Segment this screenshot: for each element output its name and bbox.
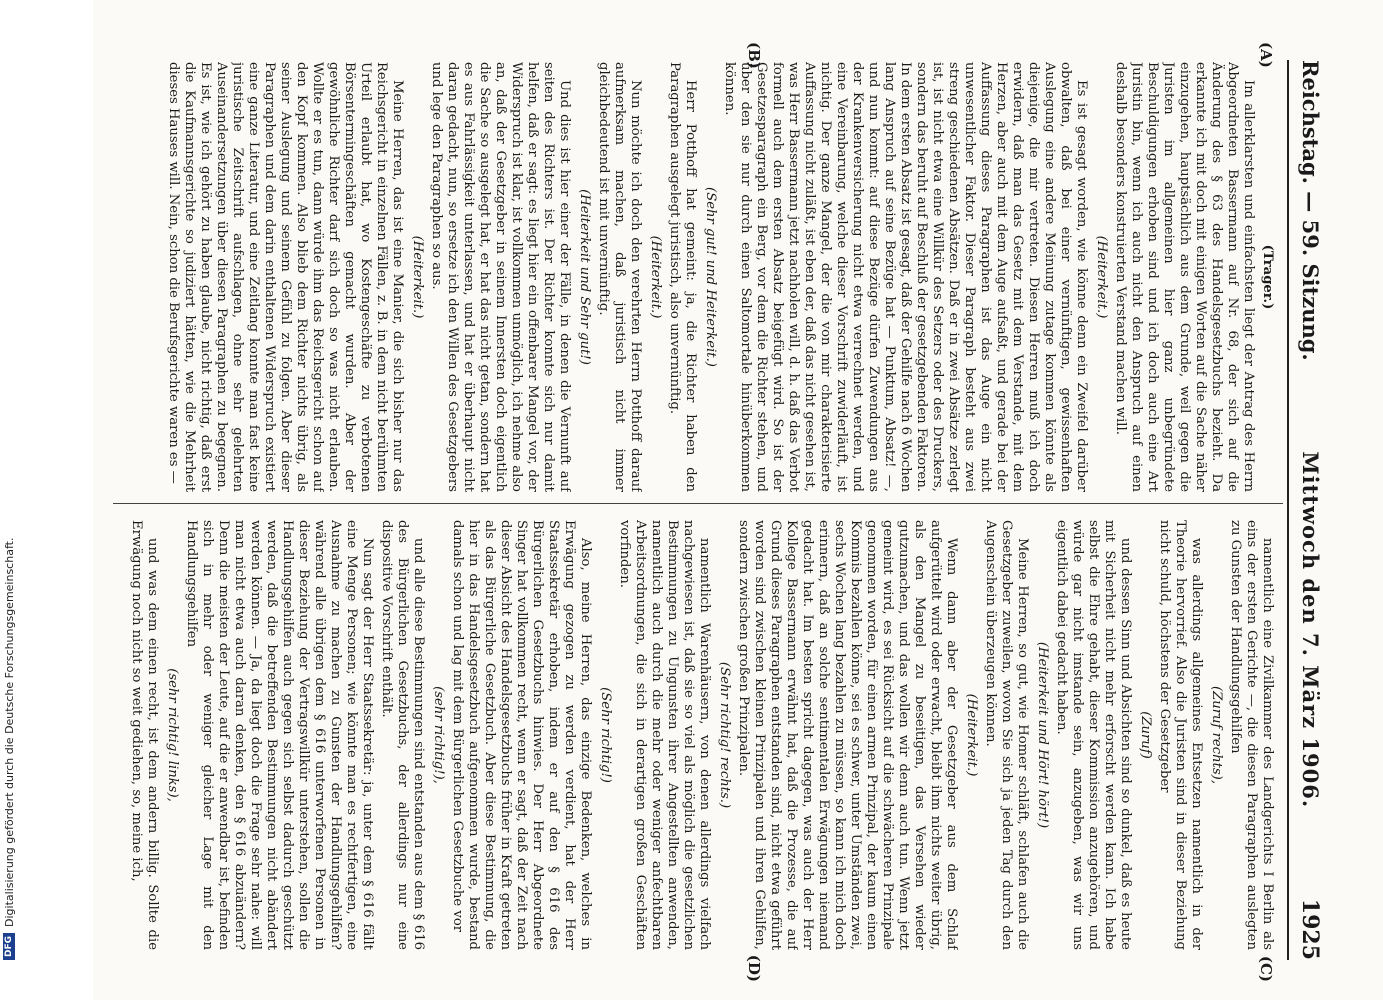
speaker-name: (Trager.) (1260, 244, 1275, 310)
paragraph: Nun möchte ich doch den verehrten Herrn Potthoff darauf aufmerksam machen, daß juristisch nicht immer gleichbedeutend ist mit unvernünftig. (596, 62, 643, 492)
paragraph: Meine Herren, das ist eine Manier, die sich bisher nur das Reichsgericht in einzelnen Fällen, z. B. in dem nicht berühmten Urteil erlaubt hat, wo Kostengeschäfte zu verbotenen Börsentermingeschäften gemacht wurden. Aber der gewöhnliche Richter darf sich doch so was nicht erlauben. Wollte er es tun, dann würde ihm das Reichsgericht schon auf den Kopf kommen. Also blieb dem Richter nichts übrig, als seiner Auslegung und seinem Gefühl zu folgen. Aber dieser Paragraphen und dem darin enthaltenen Widerspruch existiert eine ganze Literatur, und eine Zeitlang konnte man fast keine juristische Zeitschrift aufschlagen, ohne sehr gelehrten Auseinandersetzungen über diesen Paragraphen zu begegnen. Es ist, wie ich gehört zu haben glaube, nicht richtig, daß erst die Kaufmannsgerichte so judiziert hätten, wie die Mehrheit dieses Hauses will. Nein, schon die Berufsgerichte waren es — (166, 62, 405, 492)
interjection: (Zuruf rechts), (1209, 685, 1224, 785)
funding-text: Digitalisierung gefördert durch die Deutsche Forschungsgemeinschaft. (2, 537, 16, 927)
interjection: (Heiterkeit.) (964, 693, 979, 777)
paragraph: namentlich eine Zivilkammer des Landgerichts I Berlin als eins der ersten Gerichte —, die diesen Paragraphen auslegten zu Gunsten der Handlungsgehilfen (1228, 520, 1275, 950)
paragraph: und was dem einen recht, ist dem andern billig. Sollte die Erwägung noch nicht so weit gediehen, so, meine ich, (129, 520, 160, 950)
margin-letter-c: (C) (1257, 955, 1275, 982)
paragraph: Herr Potthoff hat gemeint: ja, die Richter haben den Paragraphen ausgelegt juristisch, also unvernünftig. (667, 62, 698, 492)
right-column (113, 520, 1275, 950)
header-session: Reichstag. — 59. Sitzung. (1298, 60, 1323, 361)
interjection: (Sehr gut! und Heiterkeit.) (703, 187, 718, 367)
interjection: (Sehr richtig! rechts.) (717, 661, 732, 809)
interjection: (Heiterkeit und Sehr gut!) (577, 189, 592, 365)
paragraph: Es ist gesagt worden, wie könne denn ein Zweifel darüber obwalten, daß bei einer vernünftigen, gewissenhaften Auslegung eine andere Meinung zutage kommen könnte als diejenige, die mir vertreten. Diesen Herren muß ich doch erwidern, daß man das Gesetz mit dem Verstande, mit dem Herzen, aber auch mit dem Auge aufsaßt, und gerade bei der Auffassung dieses Paragraphen ist das Auge ein nicht unwesentlicher Faktor. Dieser Paragraph besteht aus zwei streng geschiedenen Absätzen. Daß er in zwei Absätze zerlegt ist, ist nicht etwa eine Willkür des Setzers oder des Druckers, sondern das beruht auf Beschluß der gesetzgebenden Faktoren. In dem ersten Absatz ist gesagt, daß der Gehilfe nach 6 Wochen lang Anspruch auf seine Bezüge hat — Punktum, Absatz! —, und nun kommt: auf diese Bezüge dürfen Zuwendungen aus der Krankenversicherung nicht etwa verrechnet werden, und eine Vereinbarung, welche dieser Vorschrift zuwiderläuft, ist nichtig. Der ganze Mangel, der die von mir charakterisierte Auffassung nicht zuläßt, ist eben der, daß das nicht gesehen ist, was Herr Bassermann jetzt nachholen will, d. h. daß das Verbot formell auch dem ersten Absatz beigefügt wird. So ist der Gesetzesparagraph ein Berg, vor dem die Richter stehen, und über den sie nur durch einen Saltomortale hinüberkommen können. (722, 62, 1089, 492)
interjection: (Heiterkeit und Hört! hört!) (1035, 641, 1050, 829)
interjection: (Heiterkeit.) (410, 235, 425, 319)
paragraph: Also, meine Herren, das einzige Bedenken, welches in Erwägung gezogen zu werden verdient, hat der Herr Staatssekretär erhoben, indem er auf den § 616 des Bürgerlichen Gesetzbuchs hinwies. Der Herr Abgeordnete Singer hat vollkommen recht, wenn er sagt, daß der Zeit nach dieser Absicht des Handelsgesetzbuchs früher in Kraft getreten als das Bürgerliche Gesetzbuch. Aber diese Bestimmung, die hier in das Handelsgesetzbuch aufgenommen wurde, bestand damals schon und lag mit dem Bürgerlichen Gesetzbuche vor (450, 520, 593, 950)
left-column (113, 62, 1275, 492)
paragraph: Im allerklarsten und einfachsten liegt der Antrag des Herrn Abgeordneten Bassermann auf Nr. 68, der sich auf die Änderung des § 63 des Handelsgesetzbuchs bezieht. Da erkannte ich mit doch mit einigen Worten auf die Sache näher einzugehen, hauptsächlich aus dem Grunde, weil gegen die Juristen im allgemeinen hier ganz unbegründete Beschuldigungen erhoben sind und ich doch auch eine Art Juristin bin, wenn ich auch nicht den Anspruch auf einen deshalb besonders konstruierten Verstand machen will. (1113, 62, 1256, 492)
page-number: 1925 (1297, 898, 1323, 960)
paragraph: Nun sagt der Herr Staatssekretär: ja, unter dem § 616 fällt eine Menge Personen; wie könnte man es rechtfertigen, eine Ausnahme zu machen zu Gunsten der Handlungsgehilfen? während alle übrigen dem § 616 unterworfenen Personen in dieser Beziehung der Vertragswillkür unterstehen, sollen die Handlungsgehilfen auch gegen sich selbst dadurch geschützt werden, daß die betreffenden Bestimmungen nicht abändert werden können. — Ja, da liegt doch die Frage sehr nahe: will man nicht etwa auch daran denken, den § 616 abzuändern? Denn die meisten der Leute, auf die er anwendbar ist, befinden sich in mehr oder weniger gleicher Lage mit den Handlungsgehilfen (184, 520, 375, 950)
funding-strip (0, 0, 16, 1000)
margin-letter-b: (B) (745, 42, 763, 69)
paragraph: was allerdings allgemeines Entsetzen namentlich in der Theorie hervorrief. Also die Juristen sind in dieser Beziehung nicht schuld, höchstens der Gesetzgeber (1157, 520, 1204, 950)
paragraph: namentlich Warenhäusern, von denen allerdings vielfach nachgewiesen ist, daß sie so viel als möglich die gesetzlichen Bestimmungen zu Ungunsten ihrer Angestellten anwenden, namentlich auch durch die mehr oder weniger anfechtbaren Arbeitsordnungen, die sich in derartigen großen Geschäften vorfinden. (617, 520, 712, 950)
column-divider (113, 503, 1283, 504)
paragraph: Meine Herren, so gut, wie Homer schläft, schlafen auch die Gesetzgeber zuweilen, wovon Sie sich ja jeden Tag durch den Augenschein überzeugen können. (983, 520, 1030, 950)
funding-notice (2, 0, 16, 960)
paragraph: und alle diese Bestimmungen sind entstanden aus dem § 616 des Bürgerlichen Gesetzbuchs, der allerdings nur eine dispositive Vorschrift enthält. (379, 520, 426, 950)
page-header (1287, 60, 1323, 960)
interjection: (sehr richtig! links), (165, 668, 180, 802)
interjection: (sehr richtig!), (431, 686, 446, 784)
paragraph: und dessen Sinn und Absichten sind so dunkel, daß es heute mit Sicherheit nicht mehr erforscht werden kann. Ich habe selbst die Ehre gehabt, dieser Kommission anzugehören, und würde gar nicht imstande sein, anzugeben, was wir uns eigentlich dabei gedacht haben. (1054, 520, 1133, 950)
interjection: (Heiterkeit.) (1094, 235, 1109, 319)
interjection: (Heiterkeit.) (648, 235, 663, 319)
margin-letter-a: (A) (1257, 42, 1275, 68)
paragraph: Wenn dann aber der Gesetzgeber aus dem Schlaf aufgerüttelt wird oder erwacht, bleibt ihm nichts weiter übrig, als den Mangel zu beseitigen, das Versehen wieder gutzumachen, und das wollen wir denn auch tun. Wenn jetzt gemeint wird, es sei Rücksicht auf die schwächeren Prinzipale genommen worden, für einen armen Prinzipal, der kaum einen Kommis bezahlen könne, sei es schwer, unter Umständen zwei, sechs Wochen lang bezahlen zu müssen, so kann ich mich doch erinnern, daß an solche sentimentalen Erwägungen niemand gedacht hat. Im besten spricht dagegen, was auch der Herr Kollege Bassermann erwähnt hat, daß die Prozesse, die auf Grund dieses Paragraphen entstanden sind, nicht etwa geführt worden sind zwischen kleinen Prinzipalen und ihren Gehilfen, sondern zwischen großen Prinzipalen. (736, 520, 959, 950)
interjection: (Zuruf) (1138, 711, 1153, 759)
interjection: (Sehr richtig!) (598, 687, 613, 783)
scanned-page (93, 0, 1383, 1000)
margin-letter-d: (D) (745, 954, 763, 982)
paragraph: Und dies ist hier einer der Fälle, in denen die Vernunft auf seiten des Richters ist. Der Richter konnte sich nur damit helfen, daß er sagt: es liegt hier ein offenbarer Mangel vor, der Widerspruch ist klar, ist vollkommen unmöglich, ich nehme also an, daß der Gesetzgeber in seinem Innersten doch eigentlich die Sache so ausgelegt hat, er hat das nicht getan, sondern hat es aus Fahrlässigkeit unterlassen, und hat er überhaupt nicht daran gedacht, nun, so ersetze ich den Willen des Gesetzgebers und lege den Paragraphen so aus. (429, 62, 572, 492)
header-date: Mittwoch den 7. März 1906. (1298, 451, 1323, 809)
dfg-logo: DFG (3, 933, 15, 960)
